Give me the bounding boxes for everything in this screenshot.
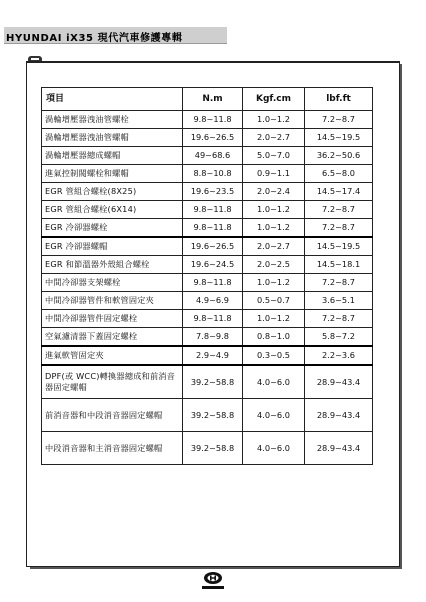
kgf-cell: 2.0~2.4 — [243, 183, 305, 201]
table-row — [42, 328, 373, 347]
table-header-row — [42, 88, 373, 111]
table-row — [42, 237, 373, 256]
item-cell: EGR 管組合螺栓(6X14) — [42, 201, 183, 219]
torque-spec-table — [41, 87, 373, 465]
kgf-cell: 1.0~1.2 — [243, 201, 305, 219]
item-cell: EGR 和節溫器外殼組合螺栓 — [42, 256, 183, 274]
nm-cell: 8.8~10.8 — [183, 165, 243, 183]
lbf-cell: 14.5~19.5 — [305, 129, 373, 147]
column-header-lbf: lbf.ft — [305, 88, 373, 111]
column-header-item: 項目 — [42, 88, 183, 111]
nm-cell: 19.6~26.5 — [183, 129, 243, 147]
item-cell: 渦輪增壓器洩油管螺帽 — [42, 129, 183, 147]
lbf-cell: 7.2~8.7 — [305, 201, 373, 219]
lbf-cell: 28.9~43.4 — [305, 365, 373, 399]
nm-cell: 39.2~58.8 — [183, 399, 243, 432]
column-header-kgf: Kgf.cm — [243, 88, 305, 111]
nm-cell: 9.8~11.8 — [183, 201, 243, 219]
page-header-title: HYUNDAI iX35 現代汽車修護專輯 — [6, 33, 183, 44]
nm-cell: 9.8~11.8 — [183, 219, 243, 238]
lbf-cell: 36.2~50.6 — [305, 147, 373, 165]
table-row — [42, 129, 373, 147]
table-row — [42, 432, 373, 465]
item-cell: 空氣濾清器下蓋固定螺栓 — [42, 328, 183, 347]
table-row — [42, 274, 373, 292]
lbf-cell: 7.2~8.7 — [305, 219, 373, 238]
nm-cell: 7.8~9.8 — [183, 328, 243, 347]
lbf-cell: 14.5~19.5 — [305, 237, 373, 256]
nm-cell: 49~68.6 — [183, 147, 243, 165]
item-cell: 渦輪增壓器洩油管螺栓 — [42, 111, 183, 129]
lbf-cell: 28.9~43.4 — [305, 399, 373, 432]
kgf-cell: 1.0~1.2 — [243, 274, 305, 292]
lbf-cell: 14.5~18.1 — [305, 256, 373, 274]
kgf-cell: 0.5~0.7 — [243, 292, 305, 310]
nm-cell: 4.9~6.9 — [183, 292, 243, 310]
item-cell: 前消音器和中段消音器固定螺帽 — [42, 399, 183, 432]
kgf-cell: 1.0~1.2 — [243, 219, 305, 238]
nm-cell: 39.2~58.8 — [183, 365, 243, 399]
table-row — [42, 365, 373, 399]
table-row — [42, 346, 373, 365]
lbf-cell: 7.2~8.7 — [305, 111, 373, 129]
column-header-nm: N.m — [183, 88, 243, 111]
lbf-cell: 6.5~8.0 — [305, 165, 373, 183]
table-row — [42, 310, 373, 328]
item-cell: DPF(或 WCC)轉換器總成和前消音器固定螺帽 — [42, 365, 183, 399]
item-cell: 進氣軟管固定夾 — [42, 346, 183, 365]
kgf-cell: 4.0~6.0 — [243, 365, 305, 399]
kgf-cell: 2.0~2.5 — [243, 256, 305, 274]
nm-cell: 19.6~23.5 — [183, 183, 243, 201]
lbf-cell: 7.2~8.7 — [305, 274, 373, 292]
publisher-logo-icon — [199, 571, 227, 591]
nm-cell: 19.6~24.5 — [183, 256, 243, 274]
table-body — [42, 111, 373, 465]
kgf-cell: 2.0~2.7 — [243, 237, 305, 256]
kgf-cell: 1.0~1.2 — [243, 310, 305, 328]
table-row — [42, 292, 373, 310]
kgf-cell: 5.0~7.0 — [243, 147, 305, 165]
kgf-cell: 2.0~2.7 — [243, 129, 305, 147]
table-row — [42, 256, 373, 274]
kgf-cell: 0.8~1.0 — [243, 328, 305, 347]
nm-cell: 9.8~11.8 — [183, 274, 243, 292]
lbf-cell: 7.2~8.7 — [305, 310, 373, 328]
lbf-cell: 14.5~17.4 — [305, 183, 373, 201]
nm-cell: 39.2~58.8 — [183, 432, 243, 465]
item-cell: 進氣控制閥螺栓和螺帽 — [42, 165, 183, 183]
table-row — [42, 219, 373, 238]
nm-cell: 19.6~26.5 — [183, 237, 243, 256]
item-cell: EGR 管組合螺栓(8X25) — [42, 183, 183, 201]
kgf-cell: 0.9~1.1 — [243, 165, 305, 183]
item-cell: EGR 冷卻器螺栓 — [42, 219, 183, 238]
kgf-cell: 0.3~0.5 — [243, 346, 305, 365]
lbf-cell: 5.8~7.2 — [305, 328, 373, 347]
table-row — [42, 147, 373, 165]
lbf-cell: 2.2~3.6 — [305, 346, 373, 365]
item-cell: 中間冷卻器管件和軟管固定夾 — [42, 292, 183, 310]
lbf-cell: 28.9~43.4 — [305, 432, 373, 465]
nm-cell: 9.8~11.8 — [183, 310, 243, 328]
item-cell: 中間冷卻器管件固定螺栓 — [42, 310, 183, 328]
table-row — [42, 183, 373, 201]
kgf-cell: 4.0~6.0 — [243, 399, 305, 432]
kgf-cell: 4.0~6.0 — [243, 432, 305, 465]
item-cell: 渦輪增壓器總成螺帽 — [42, 147, 183, 165]
table-row — [42, 399, 373, 432]
lbf-cell: 3.6~5.1 — [305, 292, 373, 310]
table-row — [42, 201, 373, 219]
item-cell: 中間冷卻器支架螺栓 — [42, 274, 183, 292]
kgf-cell: 1.0~1.2 — [243, 111, 305, 129]
item-cell: 中段消音器和主消音器固定螺帽 — [42, 432, 183, 465]
table-row — [42, 165, 373, 183]
item-cell: EGR 冷卻器螺帽 — [42, 237, 183, 256]
nm-cell: 9.8~11.8 — [183, 111, 243, 129]
nm-cell: 2.9~4.9 — [183, 346, 243, 365]
table-row — [42, 111, 373, 129]
